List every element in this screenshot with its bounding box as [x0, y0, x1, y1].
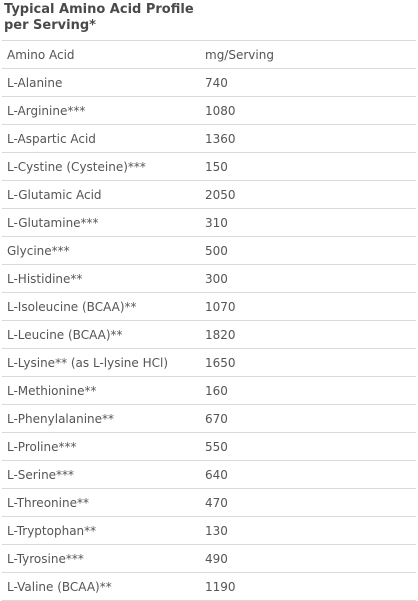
mg-per-serving: 1360 — [200, 125, 416, 153]
table-row — [2, 97, 416, 125]
mg-per-serving: 1070 — [200, 293, 416, 321]
amino-acid-name: L-Tryptophan** — [2, 517, 200, 545]
amino-acid-name: L-Aspartic Acid — [2, 125, 200, 153]
table-row — [2, 181, 416, 209]
table-row — [2, 405, 416, 433]
mg-per-serving: 1650 — [200, 349, 416, 377]
table-row — [2, 377, 416, 405]
amino-acid-name: L-Threonine** — [2, 489, 200, 517]
table-row — [2, 489, 416, 517]
amino-acid-name: Glycine*** — [2, 237, 200, 265]
mg-per-serving: 160 — [200, 377, 416, 405]
amino-acid-table — [2, 40, 416, 601]
table-row — [2, 69, 416, 97]
table-row — [2, 517, 416, 545]
table-title: Typical Amino Acid Profile per Serving* — [4, 2, 194, 33]
amino-acid-name: L-Tyrosine*** — [2, 545, 200, 573]
amino-acid-name: L-Isoleucine (BCAA)** — [2, 293, 200, 321]
mg-per-serving: 130 — [200, 517, 416, 545]
mg-per-serving: 300 — [200, 265, 416, 293]
table-row — [2, 209, 416, 237]
mg-per-serving: 490 — [200, 545, 416, 573]
mg-per-serving: 670 — [200, 405, 416, 433]
mg-per-serving: 500 — [200, 237, 416, 265]
mg-per-serving: 1820 — [200, 321, 416, 349]
mg-per-serving: 640 — [200, 461, 416, 489]
table-row — [2, 265, 416, 293]
header-row — [2, 41, 416, 69]
column-header-mg-serving: mg/Serving — [200, 41, 416, 69]
column-header-amino-acid: Amino Acid — [2, 41, 200, 69]
amino-acid-name: L-Lysine** (as L-lysine HCl) — [2, 349, 200, 377]
amino-acid-name: L-Glutamic Acid — [2, 181, 200, 209]
amino-acid-name: L-Methionine** — [2, 377, 200, 405]
mg-per-serving: 740 — [200, 69, 416, 97]
mg-per-serving: 1190 — [200, 573, 416, 601]
mg-per-serving: 2050 — [200, 181, 416, 209]
amino-acid-name: L-Valine (BCAA)** — [2, 573, 200, 601]
mg-per-serving: 150 — [200, 153, 416, 181]
mg-per-serving: 310 — [200, 209, 416, 237]
mg-per-serving: 470 — [200, 489, 416, 517]
mg-per-serving: 550 — [200, 433, 416, 461]
table-row — [2, 125, 416, 153]
table-row — [2, 433, 416, 461]
amino-acid-name: L-Glutamine*** — [2, 209, 200, 237]
amino-acid-name: L-Serine*** — [2, 461, 200, 489]
amino-acid-name: L-Cystine (Cysteine)*** — [2, 153, 200, 181]
amino-acid-name: L-Proline*** — [2, 433, 200, 461]
table-row — [2, 573, 416, 601]
amino-acid-name: L-Arginine*** — [2, 97, 200, 125]
amino-acid-name: L-Histidine** — [2, 265, 200, 293]
table-row — [2, 237, 416, 265]
table-row — [2, 293, 416, 321]
table-row — [2, 349, 416, 377]
table-row — [2, 321, 416, 349]
table-row — [2, 153, 416, 181]
mg-per-serving: 1080 — [200, 97, 416, 125]
amino-acid-name: L-Phenylalanine** — [2, 405, 200, 433]
amino-acid-name: L-Leucine (BCAA)** — [2, 321, 200, 349]
table-row — [2, 461, 416, 489]
amino-acid-name: L-Alanine — [2, 69, 200, 97]
table-row — [2, 545, 416, 573]
